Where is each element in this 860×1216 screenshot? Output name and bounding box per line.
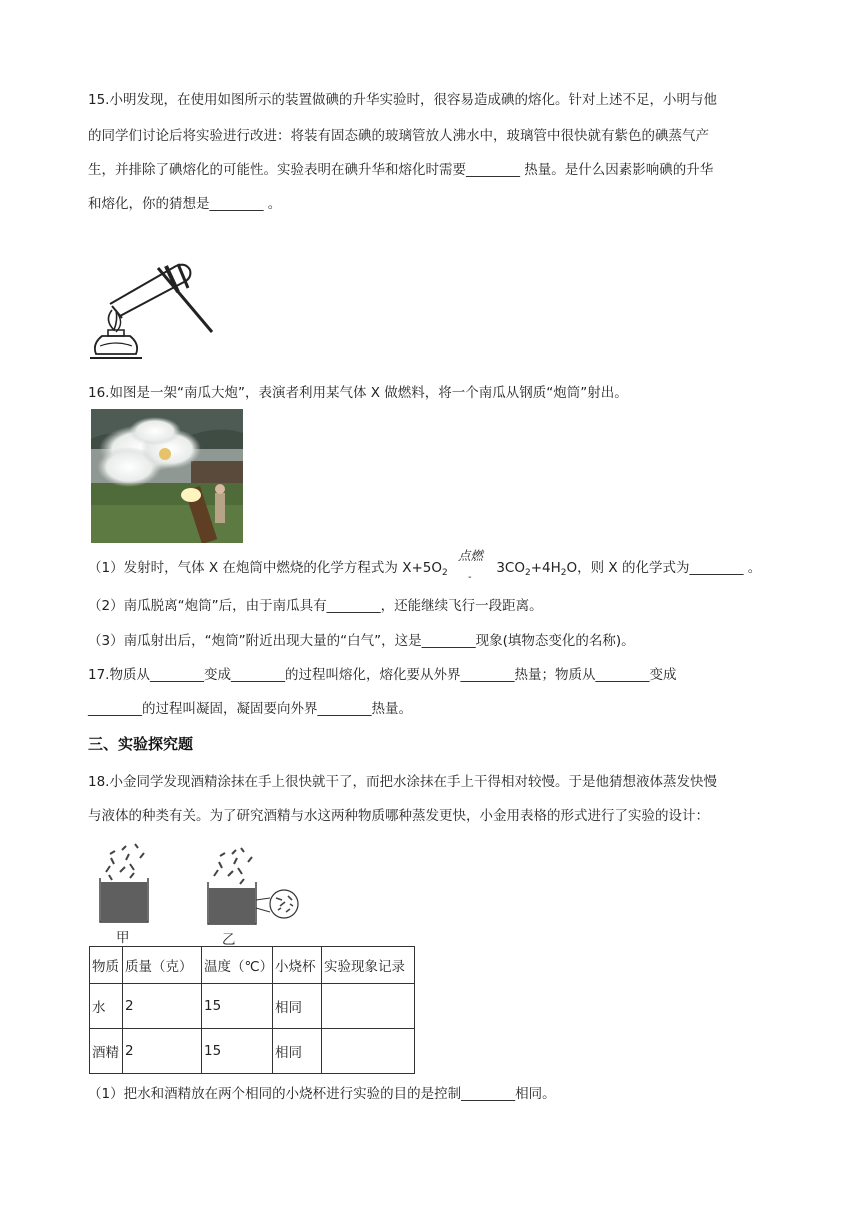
- figure-label-yi: 乙: [222, 932, 236, 948]
- table-cell: 相同: [273, 984, 322, 1029]
- q15-line-2: 的同学们讨论后将实验进行改进：将装有固态碘的玻璃管放人沸水中，玻璃管中很快就有紫色的碘蒸气产: [88, 128, 709, 144]
- table-cell: 2: [123, 984, 202, 1029]
- q16-sub1-subscript-h2o: 2: [560, 568, 567, 578]
- reaction-condition-top: 点燃: [458, 548, 484, 563]
- table-cell-observation: [322, 1029, 415, 1074]
- q17-line-2: ________的过程叫凝固，凝固要向外界________热量。: [88, 701, 412, 717]
- table-cell: 水: [90, 984, 123, 1029]
- q18-line-1: 18.小金同学发现酒精涂抹在手上很快就干了，而把水涂抹在手上干得相对较慢。于是他猜想液体蒸发快慢: [88, 774, 717, 790]
- q16-sub1: [88, 548, 788, 583]
- table-header: 温度（℃）: [202, 947, 273, 984]
- table-row: [90, 1029, 415, 1074]
- q16-sub1-text-b: 3CO: [492, 560, 525, 576]
- table-header-row: [90, 947, 415, 984]
- q15-line-1: 15.小明发现，在使用如图所示的装置做碘的升华实验时，很容易造成碘的熔化。针对上述不足，小明与他: [88, 92, 717, 108]
- reaction-condition: [452, 548, 492, 583]
- section-title: 三、实验探究题: [88, 735, 194, 753]
- pumpkin-cannon-photo: [91, 409, 243, 543]
- q15-line-4: 和熔化，你的猜想是________ 。: [88, 196, 282, 212]
- q16-sub1-text-c: +4H: [530, 560, 561, 576]
- table-cell: 相同: [273, 1029, 322, 1074]
- q16-sub1-subscript-co2: 2: [524, 568, 531, 578]
- table-cell: 酒精: [90, 1029, 123, 1074]
- figure-label-jia: 甲: [116, 930, 130, 946]
- reaction-condition-bottom: -: [468, 572, 472, 583]
- beaker-jia: [100, 844, 148, 922]
- table-header: 实验现象记录: [322, 947, 415, 984]
- table-cell: 15: [202, 984, 273, 1029]
- q15-line-3: 生，并排除了碘熔化的可能性。实验表明在碘升华和熔化时需要________ 热量。是什么因素影响碘的升华: [88, 162, 714, 178]
- q16-sub1-text-d: O，则 X 的化学式为________ 。: [566, 560, 762, 576]
- q18-sub1: （1）把水和酒精放在两个相同的小烧杯进行实验的目的是控制________相同。: [88, 1086, 556, 1102]
- q16-sub1-text-a: （1）发射时，气体 X 在炮筒中燃烧的化学方程式为 X+5O: [88, 560, 442, 576]
- q16-sub1-subscript-o2: 2: [442, 568, 448, 578]
- beaker-yi: [208, 848, 298, 924]
- q16-stem: 16.如图是一架“南瓜大炮”，表演者利用某气体 X 做燃料，将一个南瓜从钢质“炮筒”射出。: [88, 385, 628, 401]
- table-row: [90, 984, 415, 1029]
- table-header: 质量（克）: [123, 947, 202, 984]
- table-header: 物质: [90, 947, 123, 984]
- q18-line-2: 与液体的种类有关。为了研究酒精与水这两种物质哪种蒸发更快，小金用表格的形式进行了实验的设计：: [88, 808, 709, 824]
- table-cell: 15: [202, 1029, 273, 1074]
- table-cell-observation: [322, 984, 415, 1029]
- sublimation-apparatus-figure: [86, 244, 216, 362]
- q16-sub2: （2）南瓜脱离“炮筒”后，由于南瓜具有________，还能继续飞行一段距离。: [88, 598, 543, 614]
- table-cell: 2: [123, 1029, 202, 1074]
- table-header: 小烧杯: [273, 947, 322, 984]
- q17-line-1: 17.物质从________变成________的过程叫熔化，熔化要从外界________热量；物质从________变成: [88, 667, 677, 683]
- experiment-table: [89, 946, 415, 1074]
- q16-sub3: （3）南瓜射出后，“炮筒”附近出现大量的“白气”，这是________现象(填物态变化的名称)。: [88, 633, 635, 649]
